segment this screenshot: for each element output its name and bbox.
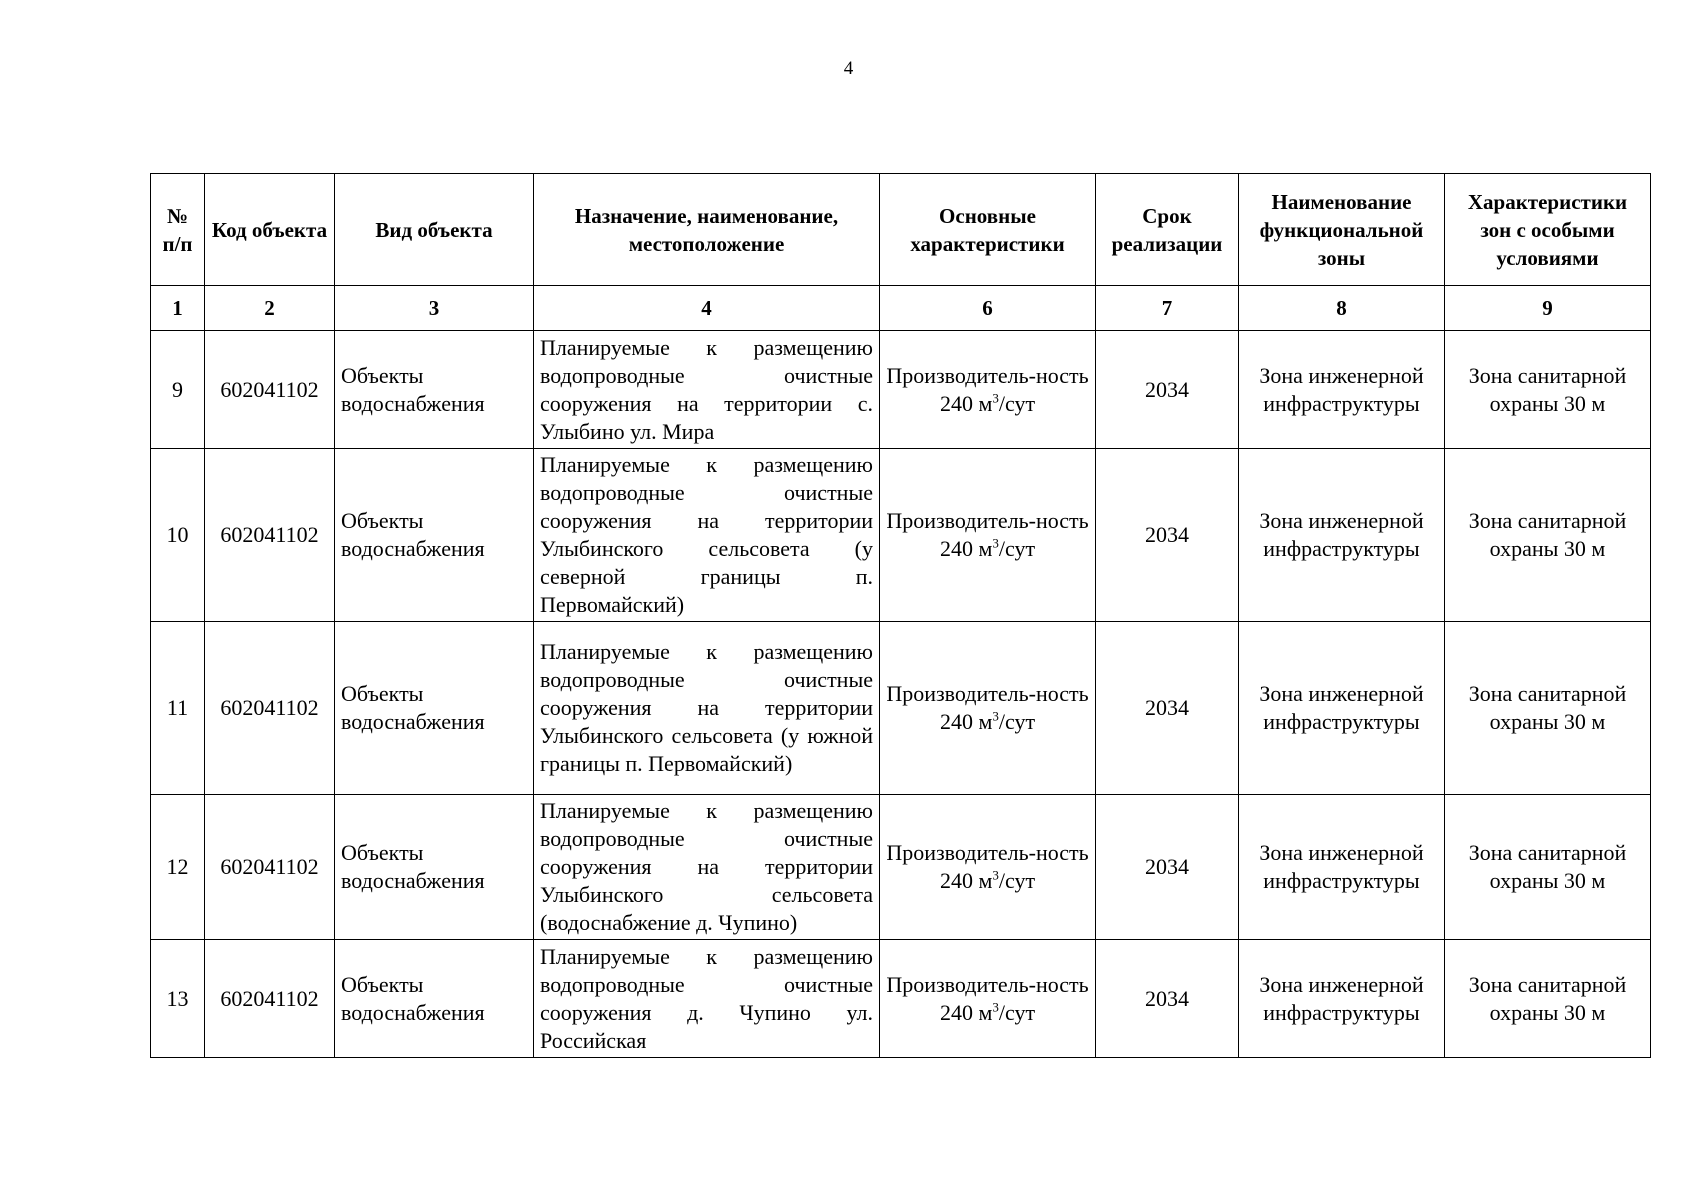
row-number: 10 xyxy=(151,449,205,622)
column-number: 3 xyxy=(335,286,534,331)
column-number: 6 xyxy=(880,286,1096,331)
functional-zone: Зона инженерной инфраструктуры xyxy=(1239,622,1445,795)
object-term: 2034 xyxy=(1096,449,1239,622)
row-number: 9 xyxy=(151,331,205,449)
object-purpose: Планируемые к размещению водопроводные очистные сооружения на территории с. Улыбино ул. Мира xyxy=(534,331,880,449)
row-number: 13 xyxy=(151,940,205,1058)
functional-zone: Зона инженерной инфраструктуры xyxy=(1239,449,1445,622)
special-zone: Зона санитарной охраны 30 м xyxy=(1445,795,1651,940)
object-purpose: Планируемые к размещению водопроводные очистные сооружения д. Чупино ул. Российская xyxy=(534,940,880,1058)
header-zone: Наименование функциональной зоны xyxy=(1239,174,1445,286)
object-kind: Объекты водоснабжения xyxy=(335,940,534,1058)
object-code: 602041102 xyxy=(205,622,335,795)
table-row xyxy=(151,940,1651,1058)
object-kind: Объекты водоснабжения xyxy=(335,795,534,940)
object-characteristics: Производитель-ность 240 $м^3$/сут xyxy=(880,940,1096,1058)
special-zone: Зона санитарной охраны 30 м xyxy=(1445,449,1651,622)
header-special-zones: Характеристики зон с особыми условиями xyxy=(1445,174,1651,286)
header-purpose: Назначение, наименование, местоположение xyxy=(534,174,880,286)
header-kind: Вид объекта xyxy=(335,174,534,286)
header-code: Код объекта xyxy=(205,174,335,286)
object-code: 602041102 xyxy=(205,940,335,1058)
object-purpose: Планируемые к размещению водопроводные очистные сооружения на территории Улыбинского сельсовета (у северной границы п. Первомайский) xyxy=(534,449,880,622)
column-number: 7 xyxy=(1096,286,1239,331)
table-row xyxy=(151,622,1651,795)
object-code: 602041102 xyxy=(205,449,335,622)
header-term: Срок реализации xyxy=(1096,174,1239,286)
row-number: 12 xyxy=(151,795,205,940)
object-purpose: Планируемые к размещению водопроводные очистные сооружения на территории Улыбинского сельсовета (у южной границы п. Первомайский) xyxy=(534,622,880,795)
column-number-row xyxy=(151,286,1651,331)
column-number: 9 xyxy=(1445,286,1651,331)
object-characteristics: Производитель-ность 240 $м^3$/сут xyxy=(880,331,1096,449)
object-kind: Объекты водоснабжения xyxy=(335,622,534,795)
object-term: 2034 xyxy=(1096,622,1239,795)
column-number: 8 xyxy=(1239,286,1445,331)
object-characteristics: Производитель-ность 240 $м^3$/сут xyxy=(880,622,1096,795)
row-number: 11 xyxy=(151,622,205,795)
table-row xyxy=(151,449,1651,622)
header-characteristics: Основные характеристики xyxy=(880,174,1096,286)
special-zone: Зона санитарной охраны 30 м xyxy=(1445,940,1651,1058)
object-term: 2034 xyxy=(1096,795,1239,940)
special-zone: Зона санитарной охраны 30 м xyxy=(1445,331,1651,449)
object-term: 2034 xyxy=(1096,940,1239,1058)
object-kind: Объекты водоснабжения xyxy=(335,331,534,449)
functional-zone: Зона инженерной инфраструктуры xyxy=(1239,940,1445,1058)
objects-table xyxy=(150,173,1651,1058)
column-number: 2 xyxy=(205,286,335,331)
functional-zone: Зона инженерной инфраструктуры xyxy=(1239,331,1445,449)
object-kind: Объекты водоснабжения xyxy=(335,449,534,622)
special-zone: Зона санитарной охраны 30 м xyxy=(1445,622,1651,795)
column-number: 1 xyxy=(151,286,205,331)
column-number: 4 xyxy=(534,286,880,331)
table-row xyxy=(151,331,1651,449)
page-number: 4 xyxy=(843,58,854,79)
object-code: 602041102 xyxy=(205,795,335,940)
object-characteristics: Производитель-ность 240 $м^3$/сут xyxy=(880,449,1096,622)
header-row xyxy=(151,174,1651,286)
object-term: 2034 xyxy=(1096,331,1239,449)
object-code: 602041102 xyxy=(205,331,335,449)
object-characteristics: Производитель-ность 240 $м^3$/сут xyxy=(880,795,1096,940)
functional-zone: Зона инженерной инфраструктуры xyxy=(1239,795,1445,940)
object-purpose: Планируемые к размещению водопроводные очистные сооружения на территории Улыбинского сельсовета (водоснабжение д. Чупино) xyxy=(534,795,880,940)
table-row xyxy=(151,795,1651,940)
header-no: № п/п xyxy=(151,174,205,286)
